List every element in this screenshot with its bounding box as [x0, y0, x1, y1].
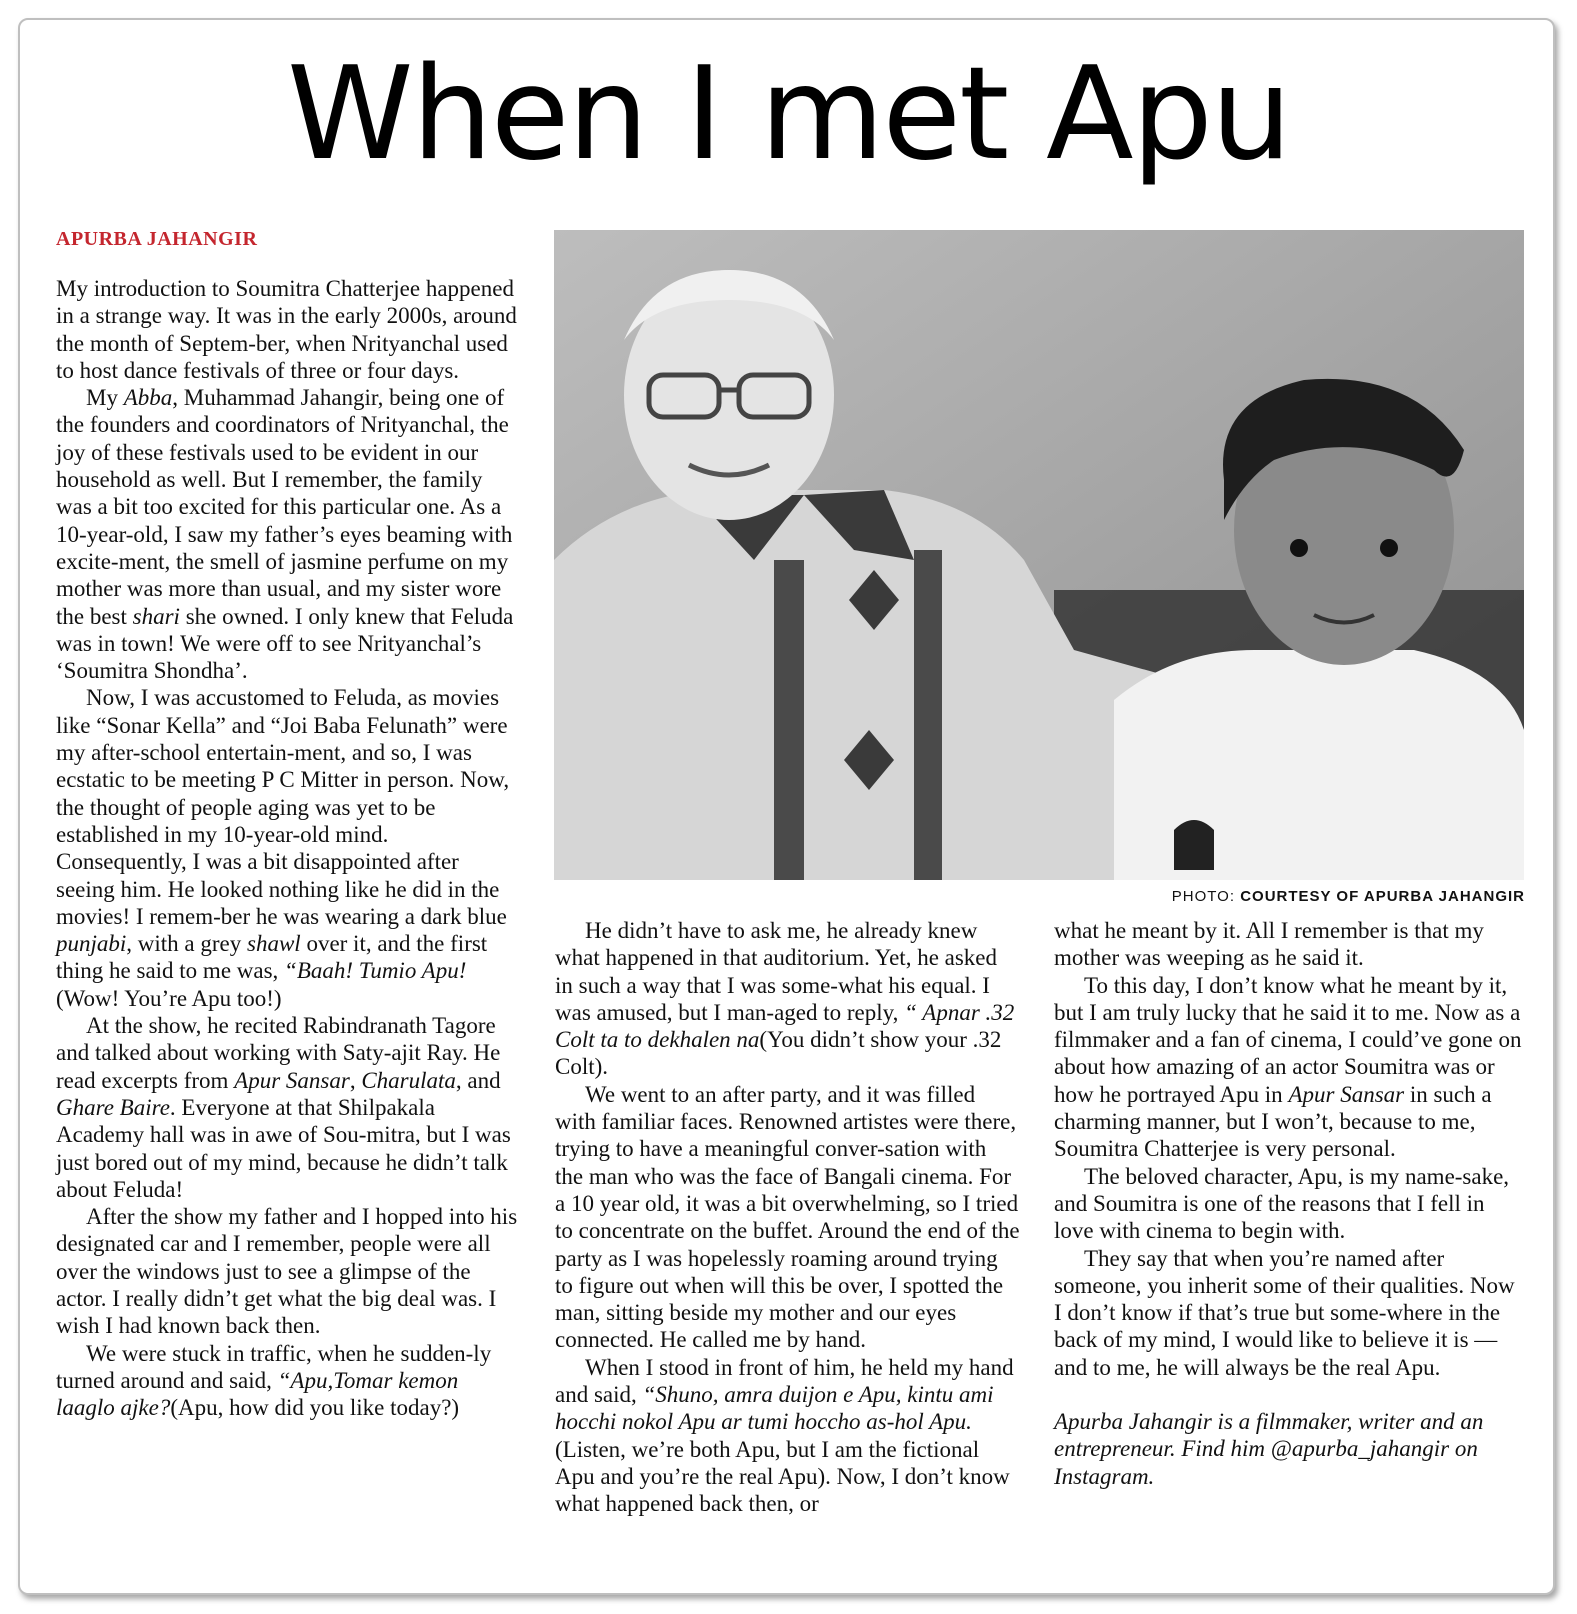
- byline: APURBA JAHANGIR: [56, 228, 258, 250]
- paragraph: They say that when you’re named after someone, you inherit some of their qualities. Now I don’t know if that’s true but some-where in the back of my mind, I would like to believe it is — and to me, he will always be the real Apu.: [1054, 1245, 1515, 1380]
- paragraph: He didn’t have to ask me, he already knew what happened in that auditorium. Yet, he asked in such a way that I was some-what his equal. I was amused, but I man-aged to reply, “ Apnar .32 Colt ta to dekhalen na(You didn’t show your .32 Colt).: [555, 918, 1015, 1080]
- paragraph: When I stood in front of him, he held my hand and said, “Shuno, amra duijon e Apu, kintu ami hocchi nokol Apu ar tumi hoccho as-hol Apu.(Listen, we’re both Apu, but I am the fictional Apu and you’re the real Apu). Now, I don’t know what happened back then, or: [555, 1354, 1014, 1517]
- paragraph: We were stuck in traffic, when he sudden-ly turned around and said, “Apu,Tomar kemon laaglo ajke?(Apu, how did you like today?): [56, 1340, 492, 1421]
- paragraph: The beloved character, Apu, is my name-sake, and Soumitra is one of the reasons that I fell in love with cinema to begin with.: [1054, 1163, 1510, 1244]
- column-2: [555, 917, 1020, 1518]
- paragraph: After the show my father and I hopped into his designated car and I remember, people were all over the windows just to see a glimpse of the actor. I really didn’t get what the big deal was. I wish I had known back then.: [56, 1204, 518, 1339]
- paragraph: what he meant by it. All I remember is that my mother was weeping as he said it.: [1054, 918, 1484, 971]
- paragraph: Now, I was accustomed to Feluda, as movies like “Sonar Kella” and “Joi Baba Felunath” were my after-school entertain-ment, and so, I was ecstatic to be meeting P C Mitter in person. Now, the thought of people aging was yet to be established in my 10-year-old mind. Consequently, I was a bit disappointed after seeing him. He looked nothing like he did in the movies! I remem-ber he was wearing a dark blue punjabi, with a grey shawl over it, and the first thing he said to me was, “Baah! Tumio Apu!(Wow! You’re Apu too!): [56, 685, 510, 1011]
- photo-credit: PHOTO: COURTESY OF APURBA JAHANGIR: [1171, 888, 1525, 905]
- headline: When I met Apu: [287, 40, 1290, 189]
- paragraph: At the show, he recited Rabindranath Tagore and talked about working with Saty-ajit Ray. He read excerpts from Apur Sansar, Charulata, and Ghare Baire. Everyone at that Shilpakala Academy hall was in awe of Sou-mitra, but I was just bored out of my mind, because he didn’t talk about Feluda!: [56, 1013, 511, 1202]
- paragraph: To this day, I don’t know what he meant by it, but I am truly lucky that he said it to me. Now as a filmmaker and a fan of cinema, I could’ve gone on about how amazing of an actor Soumitra was or how he portrayed Apu in Apur Sansar in such a charming manner, but I won’t, because to me, Soumitra Chatterjee is very personal.: [1054, 972, 1522, 1162]
- column-1: [56, 275, 521, 1421]
- author-bio: Apurba Jahangir is a filmmaker, writer and an entrepreneur. Find him @apurba_jahangir on Instagram.: [1054, 1409, 1484, 1489]
- paragraph: We went to an after party, and it was filled with familiar faces. Renowned artistes were there, trying to have a meaningful conver-sation with the man who was the face of Bangali cinema. For a 10 year old, it was a bit overwhelming, so I tried to concentrate on the buffet. Around the end of the party as I was hopelessly roaming around trying to figure out when will this be over, I spotted the man, sitting beside my mother and our eyes connected. He called me by hand.: [555, 1081, 1020, 1353]
- photo-illustration: [554, 230, 1524, 880]
- column-3: [1054, 917, 1524, 1490]
- paragraph: My Abba, Muhammad Jahangir, being one of the founders and coordinators of Nrityanchal, the joy of these festivals used to be evident in our household as well. But I remember, the family was a bit too excited for this particular one. As a 10-year-old, I saw my father’s eyes beaming with excite-ment, the smell of jasmine perfume on my mother was more than usual, and my sister wore the best shari she owned. I only knew that Feluda was in town! We were off to see Nrityanchal’s ‘Soumitra Shondha’.: [56, 385, 514, 684]
- paragraph: My introduction to Soumitra Chatterjee happened in a strange way. It was in the early 2000s, around the month of Septem-ber, when Nrityanchal used to host dance festivals of three or four days.: [56, 276, 517, 383]
- article-photo: [554, 230, 1524, 880]
